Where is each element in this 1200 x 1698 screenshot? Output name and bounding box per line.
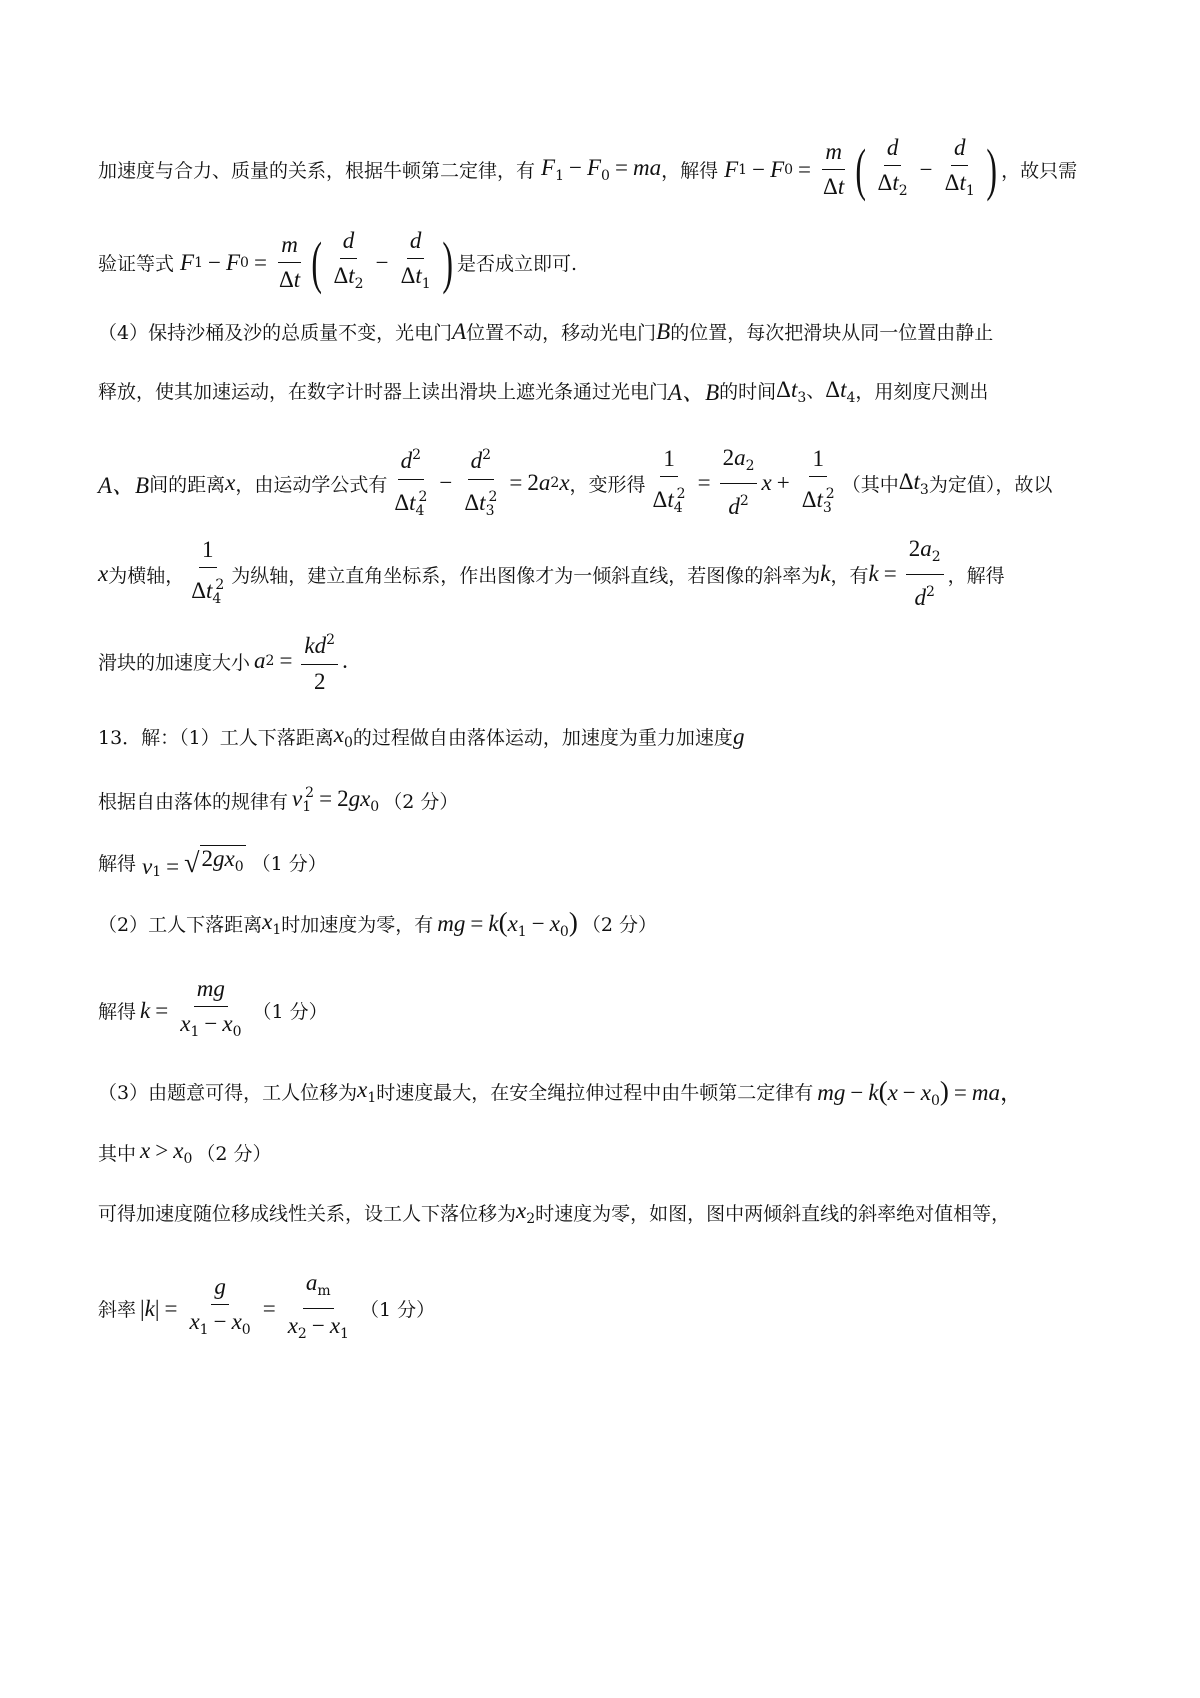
formula-slope: k = $\frac{2a_2}{d^2}$ bbox=[869, 534, 948, 614]
formula-yaxis: $\frac{1}{\Delta t_4^2}$ bbox=[191, 536, 225, 607]
formula-x1: $x_1$ bbox=[357, 1077, 377, 1106]
text: 根据自由落体的规律有 bbox=[98, 790, 289, 813]
text: 时速度最大，在安全绳拉伸过程中由牛顿第二定律有 bbox=[376, 1082, 814, 1104]
label-x: x bbox=[98, 561, 109, 586]
q13-line-5 bbox=[98, 974, 328, 1047]
text: 间的距离 bbox=[149, 473, 226, 496]
text: 解得 bbox=[98, 853, 137, 875]
text: （1 分） bbox=[359, 1299, 436, 1321]
text: （3）由题意可得，工人位移为 bbox=[98, 1082, 358, 1104]
label-B: B bbox=[656, 318, 671, 344]
text: （2 分） bbox=[383, 790, 459, 813]
text: （1 分） bbox=[252, 1001, 328, 1023]
q13-line-3 bbox=[98, 845, 327, 880]
formula-kinematics: $\frac{d^2}{\Delta t_4^2}$ − $\frac{d^2}{\Delta t_3^2}$ = 2 a 2 x bbox=[387, 440, 569, 526]
formula-freefall: $v_1^2 = 2gx_0$ bbox=[292, 785, 380, 815]
text: 为横轴， bbox=[108, 564, 185, 587]
line-1 bbox=[98, 133, 1077, 206]
text: 验证等式 bbox=[98, 253, 175, 275]
label-x: x bbox=[225, 470, 236, 495]
line-5 bbox=[98, 440, 1052, 526]
text: ，故只需 bbox=[1001, 160, 1078, 182]
formula-x0: $x_0$ bbox=[333, 722, 353, 751]
formula-x2: $x_2$ bbox=[516, 1198, 536, 1227]
formula-dt3: $\Delta t_3$ bbox=[898, 468, 929, 498]
formula-a2: a 2 = $\frac{kd^2}{2}$ . bbox=[254, 625, 348, 697]
text: 可得加速度随位移成线性关系，设工人下落位移为 bbox=[98, 1203, 517, 1225]
text: ，解得 bbox=[947, 564, 1005, 587]
text: 斜率 bbox=[98, 1299, 137, 1321]
q13-line-6 bbox=[98, 1074, 1023, 1109]
text: （其中 bbox=[841, 473, 899, 496]
label-k: k bbox=[820, 561, 831, 586]
text: 解得 bbox=[98, 1001, 137, 1023]
text: 的过程做自由落体运动，加速度为重力加速度 bbox=[352, 727, 733, 749]
formula-equilibrium: mg = $k(x_1 - x_0)$ bbox=[437, 907, 578, 940]
formula-condition: $x > x_0$ bbox=[140, 1138, 193, 1167]
text: ，解得 bbox=[661, 160, 719, 182]
text: （4）保持沙桶及沙的总质量不变，光电门 bbox=[98, 322, 453, 344]
text: 时加速度为零，有 bbox=[281, 914, 434, 936]
q13-line-8 bbox=[98, 1198, 1010, 1227]
formula-x1: $x_1$ bbox=[262, 909, 282, 938]
text: （2 分） bbox=[196, 1143, 272, 1165]
q13-line-4 bbox=[98, 907, 657, 940]
label-A: A bbox=[452, 318, 467, 344]
text: （2 分） bbox=[581, 914, 657, 936]
q13-line-9 bbox=[98, 1268, 435, 1349]
formula-verify: F 1 − F 0 = $\frac{m}{\Delta t}$ ( $\frac{d}{\Delta t_2}$ − $\frac{d}{\Delta t_1}$ ) bbox=[180, 228, 453, 295]
formula-v1: v $_1$ = √ $2gx_0$ bbox=[142, 846, 244, 880]
text: 时速度为零，如图，图中两倾斜直线的斜率绝对值相等， bbox=[535, 1203, 1011, 1225]
text: （2）工人下落距离 bbox=[98, 914, 263, 936]
text: 释放，使其加速运动，在数字计时器上读出滑块上遮光条通过光电门 bbox=[98, 381, 669, 403]
text: ，有 bbox=[830, 564, 869, 587]
line-7 bbox=[98, 625, 348, 697]
formula-newton: $F_1 - F_0$ = ma bbox=[541, 155, 662, 184]
formula-times: $\Delta t_3$、$\Delta t_4$ bbox=[776, 376, 856, 406]
text: （1 分） bbox=[251, 853, 327, 875]
text: 为定值），故以 bbox=[928, 473, 1053, 496]
text: 是否成立即可. bbox=[457, 253, 578, 275]
label-g: g bbox=[732, 723, 745, 749]
text: 其中 bbox=[98, 1143, 137, 1165]
formula-solve: F 1 − F 0 = $\frac{m}{\Delta t}$ ( $\frac{d}{\Delta t_2}$ − $\frac{d}{\Delta t_1}$ ) bbox=[724, 135, 997, 202]
text: 的位置，每次把滑块从同一位置由静止 bbox=[670, 322, 994, 344]
q13-line-7 bbox=[98, 1138, 272, 1167]
label-AB: A、B bbox=[98, 472, 150, 498]
line-6 bbox=[98, 534, 1005, 614]
text: ，用刻度尺测出 bbox=[855, 381, 989, 403]
text: ，变形得 bbox=[569, 473, 646, 496]
text: 位置不动，移动光电门 bbox=[466, 322, 657, 344]
text: 13．解：（1）工人下落距离 bbox=[98, 727, 334, 749]
text: ，由运动学公式有 bbox=[235, 473, 388, 496]
line-2 bbox=[98, 226, 577, 299]
text: 的时间 bbox=[719, 381, 777, 403]
formula-slope-abs: | k | = $\frac{g}{x_1 - x_0}$ = $\frac{a_m}{x_2 - x_1}$ bbox=[140, 1270, 349, 1342]
q13-line-2 bbox=[98, 785, 458, 815]
text: 为纵轴，建立直角坐标系，作出图像才为一倾斜直线，若图像的斜率为 bbox=[231, 564, 821, 587]
line-3 bbox=[98, 318, 993, 345]
formula-transform: $\frac{1}{\Delta t_4^2}$ = $\frac{2a_2}{d^2}$ x + $\frac{1}{\Delta t_3^2}$ bbox=[652, 445, 835, 519]
q13-line-1 bbox=[98, 722, 744, 751]
label-AB: A、B bbox=[668, 380, 720, 405]
formula-newton2: mg − $k(x - x_0)$ = ma， bbox=[817, 1076, 1024, 1109]
text: 滑块的加速度大小 bbox=[98, 651, 251, 674]
line-4 bbox=[98, 374, 988, 407]
formula-k: k = $\frac{mg}{x_1 - x_0}$ bbox=[140, 976, 242, 1040]
text: 加速度与合力、质量的关系，根据牛顿第二定律，有 bbox=[98, 160, 536, 182]
